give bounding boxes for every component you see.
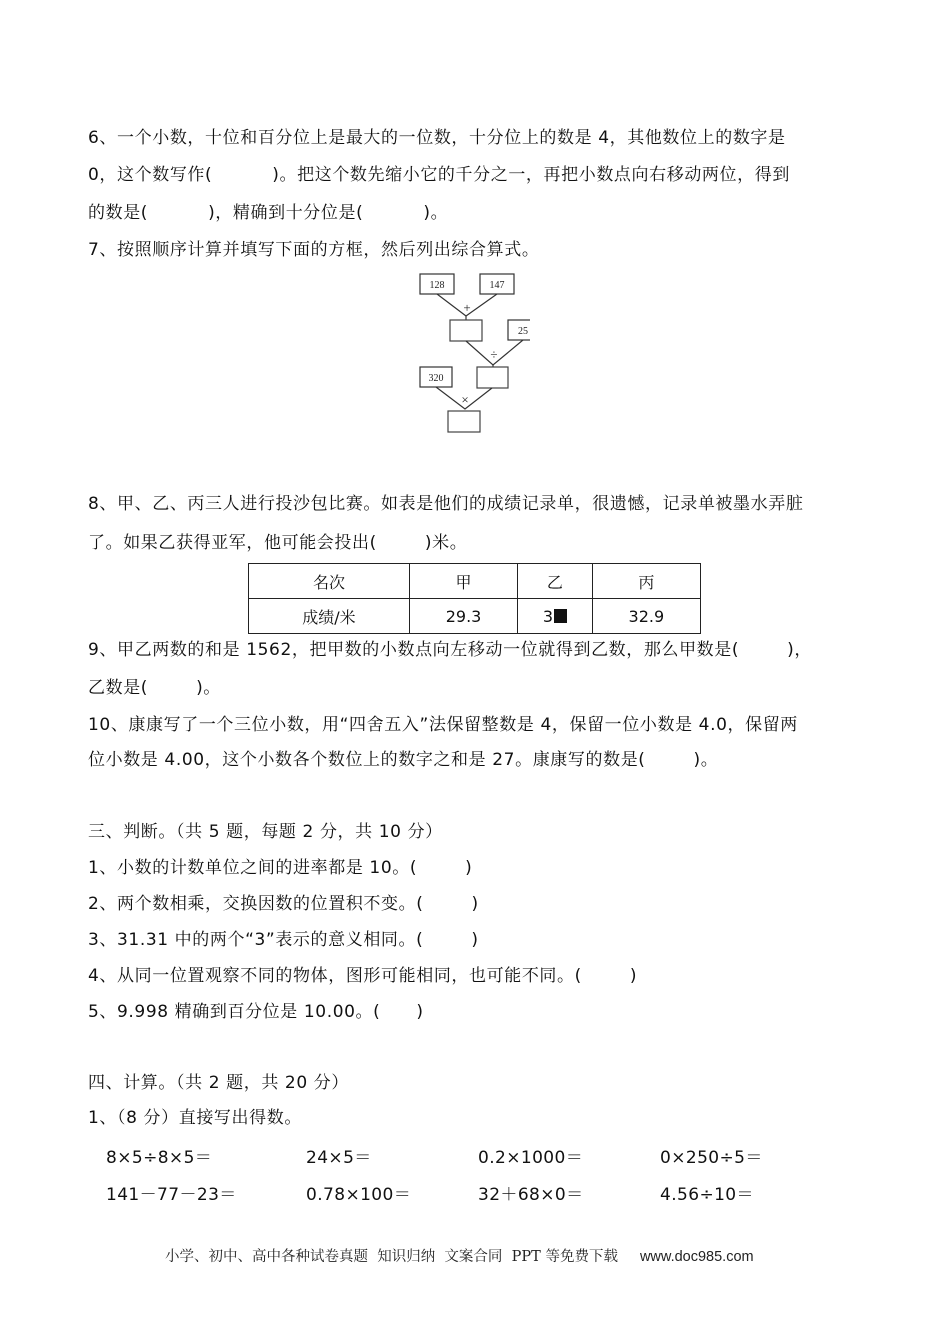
num-147: 147	[489, 280, 505, 291]
q8-line-2: 了。如果乙获得亚军，他可能会投出( )米。	[88, 533, 468, 553]
box-sum-answer	[450, 320, 482, 341]
box-quotient-answer	[477, 367, 508, 388]
judge-item-2: 2、两个数相乘，交换因数的位置积不变。( )	[88, 894, 479, 914]
section-4-title: 四、计算。（共 2 题，共 20 分）	[88, 1073, 349, 1093]
judge-item-5: 5、9.998 精确到百分位是 10.00。( )	[88, 1002, 424, 1022]
score-yi-digit: 3	[542, 606, 554, 626]
footer-url[interactable]: www.doc985.com	[639, 1249, 754, 1265]
score-yi	[518, 599, 592, 634]
score-table	[248, 563, 701, 634]
calc-item: 8×5÷8×5＝	[106, 1148, 213, 1168]
op-times: ×	[461, 392, 469, 407]
calc-item: 0.78×100＝	[306, 1185, 412, 1205]
q9-line-2: 乙数是( )。	[88, 678, 221, 698]
calc-question-1: 1、（8 分）直接写出得数。	[88, 1108, 302, 1128]
q7-text: 7、按照顺序计算并填写下面的方框，然后列出综合算式。	[88, 240, 540, 260]
q6-line-2: 0，这个数写作( )。把这个数先缩小它的千分之一，再把小数点向右移动两位，得到	[88, 165, 790, 185]
footer-text: 小学、初中、高中各种试卷真题 知识归纳 文案合同 PPT 等免费下载	[165, 1249, 618, 1265]
calc-item: 0.2×1000＝	[478, 1148, 584, 1168]
header-yi: 乙	[518, 564, 592, 599]
header-jia: 甲	[409, 564, 517, 599]
calc-item: 0×250÷5＝	[660, 1148, 763, 1168]
judge-item-1: 1、小数的计数单位之间的进率都是 10。( )	[88, 858, 473, 878]
score-bing: 32.9	[592, 599, 700, 634]
row-label: 成绩/米	[249, 599, 410, 634]
table-header-row	[249, 564, 701, 599]
calculation-flow-diagram	[410, 268, 530, 438]
header-bing: 丙	[592, 564, 700, 599]
ink-blot-icon	[554, 609, 567, 623]
num-128: 128	[429, 280, 445, 291]
section-3-title: 三、判断。（共 5 题，每题 2 分，共 10 分）	[88, 822, 443, 842]
q6-line-3: 的数是( )，精确到十分位是( )。	[88, 203, 449, 223]
box-product-answer	[448, 411, 480, 432]
judge-item-3: 3、31.31 中的两个“3”表示的意义相同。( )	[88, 930, 479, 950]
num-320: 320	[428, 373, 444, 384]
op-divide: ÷	[490, 347, 498, 362]
q8-line-1: 8、甲、乙、丙三人进行投沙包比赛。如表是他们的成绩记录单，很遗憾，记录单被墨水弄脏	[88, 494, 804, 514]
score-jia: 29.3	[409, 599, 517, 634]
num-25: 25	[518, 326, 528, 337]
q6-line-1: 6、一个小数，十位和百分位上是最大的一位数，十分位上的数是 4，其他数位上的数字是	[88, 128, 786, 148]
q9-line-1: 9、甲乙两数的和是 1562，把甲数的小数点向左移动一位就得到乙数，那么甲数是( )，	[88, 640, 812, 660]
page-footer	[165, 1245, 754, 1266]
q10-line-1: 10、康康写了一个三位小数，用“四舍五入”法保留整数是 4，保留一位小数是 4.0，保留两	[88, 715, 798, 735]
calc-item: 4.56÷10＝	[660, 1185, 754, 1205]
judge-item-4: 4、从同一位置观察不同的物体，图形可能相同，也可能不同。( )	[88, 966, 638, 986]
calc-item: 24×5＝	[306, 1148, 372, 1168]
op-plus: +	[463, 300, 471, 315]
q10-line-2: 位小数是 4.00，这个小数各个数位上的数字之和是 27。康康写的数是( )。	[88, 750, 719, 770]
calc-item: 32＋68×0＝	[478, 1185, 584, 1205]
header-rank: 名次	[249, 564, 410, 599]
table-row	[249, 599, 701, 634]
calc-item: 141－77－23＝	[106, 1185, 237, 1205]
